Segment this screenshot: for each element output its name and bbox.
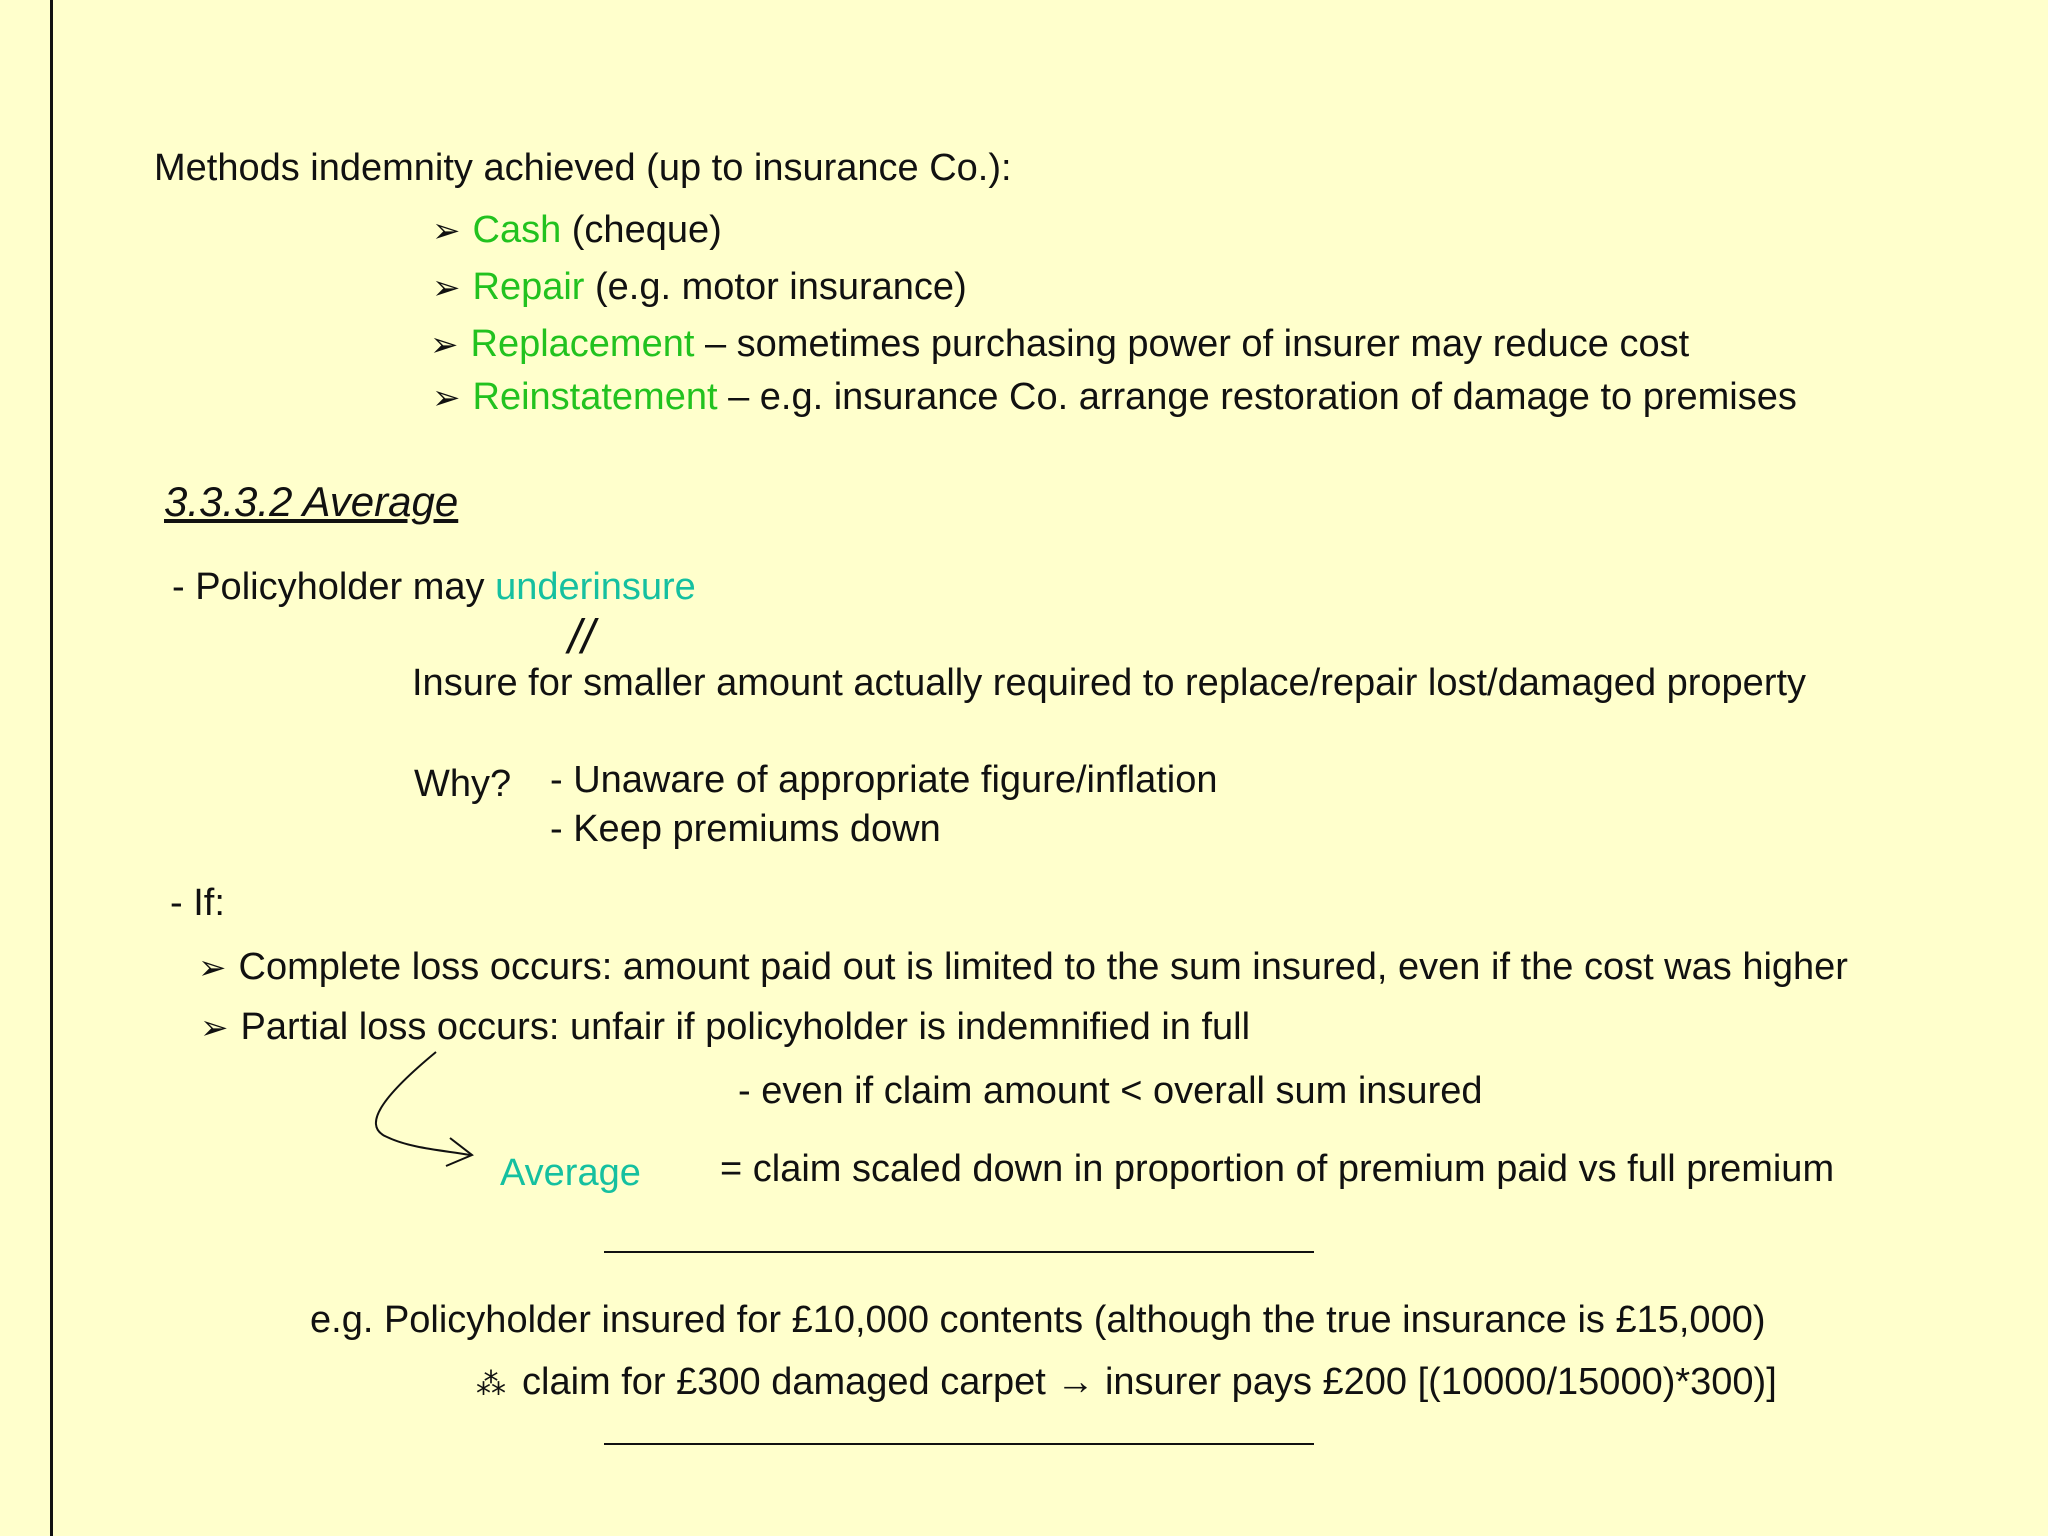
method-description: – e.g. insurance Co. arrange restoration of damage to premises xyxy=(717,376,1797,418)
example-line: e.g. Policyholder insured for £10,000 contents (although the true insurance is £15,000) xyxy=(310,1299,1766,1341)
equivalent-mark: // xyxy=(568,611,595,664)
if-label: - If: xyxy=(170,882,225,924)
arrowhead-bullet-icon: ➢ xyxy=(432,269,461,307)
why-label: Why? xyxy=(414,763,512,805)
trefoil-bullet-icon: ⁂ xyxy=(476,1368,506,1401)
method-description: (cheque) xyxy=(561,209,722,251)
method-term: Replacement xyxy=(470,323,695,365)
example-claim-line xyxy=(476,1363,1777,1401)
even-if-note: - even if claim amount < overall sum insured xyxy=(738,1070,1483,1112)
case-text: Complete loss occurs: amount paid out is limited to the sum insured, even if the cost was higher xyxy=(238,946,1848,988)
underinsure-term: underinsure xyxy=(495,566,696,608)
arrowhead-bullet-icon: ➢ xyxy=(432,212,461,250)
case-text: Partial loss occurs: unfair if policyholder is indemnified in full xyxy=(240,1006,1251,1048)
average-definition: = claim scaled down in proportion of premium paid vs full premium xyxy=(720,1148,1835,1190)
method-description: – sometimes purchasing power of insurer may reduce cost xyxy=(694,323,1690,365)
underinsure-definition: Insure for smaller amount actually required to replace/repair lost/damaged property xyxy=(412,662,1807,704)
method-description: (e.g. motor insurance) xyxy=(584,266,967,308)
method-term: Repair xyxy=(472,266,585,308)
section-title: 3.3.3.2 Average xyxy=(164,478,459,525)
average-term: Average xyxy=(500,1152,641,1194)
underinsure-prefix: - Policyholder may xyxy=(172,566,496,608)
divider-top xyxy=(604,1251,1314,1253)
method-term: Reinstatement xyxy=(472,376,718,418)
arrowhead-bullet-icon: ➢ xyxy=(198,949,227,987)
arrowhead-bullet-icon: ➢ xyxy=(200,1009,229,1047)
why-reason: - Keep premiums down xyxy=(550,808,941,850)
example-claim: claim for £300 damaged carpet → insurer pays £200 [(10000/15000)*300)] xyxy=(522,1361,1777,1403)
methods-heading: Methods indemnity achieved (up to insurance Co.): xyxy=(154,147,1012,189)
arrowhead-bullet-icon: ➢ xyxy=(430,326,459,364)
divider-bottom xyxy=(604,1443,1314,1445)
method-term: Cash xyxy=(472,209,562,251)
arrowhead-bullet-icon: ➢ xyxy=(432,379,461,417)
why-reason: - Unaware of appropriate figure/inflation xyxy=(550,759,1218,801)
